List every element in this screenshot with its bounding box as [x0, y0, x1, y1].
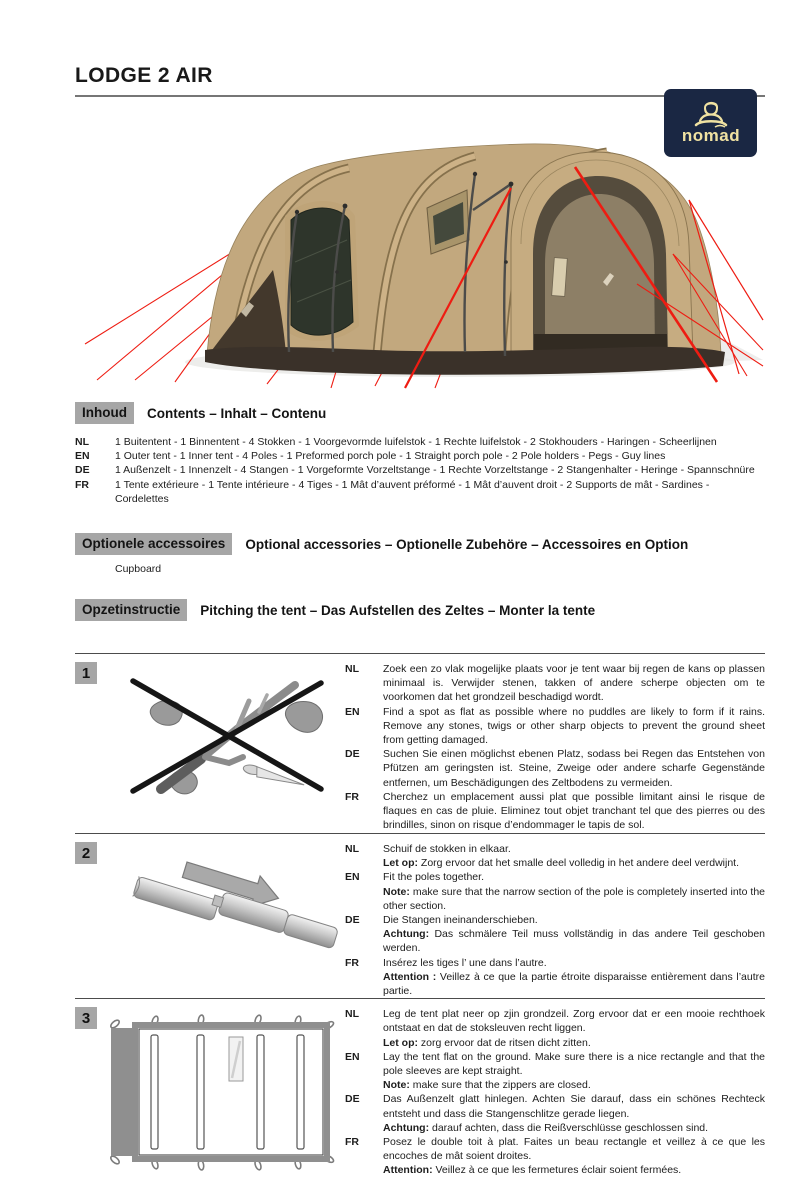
accessories-heading: Optional accessories – Optionelle Zubehöre – Accessoires en Option [245, 536, 689, 552]
step-text: Posez le double toit à plat. Faites un beau rectangle et veillez à ce que les encoches de mât soient droites. [383, 1136, 765, 1163]
lang-label: DE [345, 1093, 360, 1106]
nomad-logo [664, 89, 757, 157]
contents-text: 1 Außenzelt - 1 Innenzelt - 4 Stangen - 1 Vorgeformte Vorzeltstange - 1 Rechte Vorzeltstange - 2 Stangenhalter - Heringe - Spannschnüre [115, 464, 755, 477]
contents-section [75, 402, 765, 506]
lang-label: EN [75, 450, 90, 463]
lang-label: NL [75, 436, 89, 448]
nomad-logo-icon [671, 94, 751, 152]
step-text-row [345, 913, 765, 956]
instructions-section [75, 599, 765, 621]
step-text-row [345, 1092, 765, 1135]
step-text: Zoek een zo vlak mogelijke plaats voor je tent waar bij regen de kans op plassen minimaal is. Verwijder stenen, takken of andere scherpe objecten om te voorkomen dat het grondzeil beschadigd wordt. [383, 663, 765, 704]
lang-label: DE [345, 914, 360, 927]
zipper-panel [229, 1037, 243, 1081]
step-text-row [345, 662, 765, 705]
step-note: Let op: Zorg ervoor dat het smalle deel volledig in het andere deel verdwijnt. [383, 857, 740, 870]
lang-label: FR [345, 956, 359, 969]
step-text-row [345, 705, 765, 748]
header-rule [75, 95, 765, 97]
step-number: 1 [75, 662, 97, 684]
step-text-row [345, 790, 765, 833]
step-note: Achtung: darauf achten, dass die Reißverschlüsse geschlossen sind. [383, 1121, 709, 1134]
accessories-label-nl: Optionele accessoires [75, 533, 232, 555]
lang-label: FR [345, 790, 359, 803]
step-text: Insérez les tiges l’ une dans l’autre. [383, 956, 547, 969]
manual-page [0, 64, 802, 1187]
step-note: Attention : Veillez à ce que la partie étroite disparaisse entièrement dans l’autre partie. [383, 970, 765, 998]
step-number: 3 [75, 1007, 97, 1029]
lang-label: EN [345, 705, 360, 718]
contents-text: 1 Outer tent - 1 Inner tent - 4 Poles - 1 Preformed porch pole - 1 Straight porch pole - 2 Pole holders - Pegs - Guy lines [115, 450, 666, 463]
step-text-row [345, 747, 765, 790]
lang-label: NL [345, 843, 359, 856]
contents-row [75, 478, 765, 506]
step-1 [75, 653, 765, 833]
step-text: Leg de tent plat neer op zjin grondzeil. Zorg ervoor dat er een mooie rechthoek ontstaat en dat de stoksleuven recht liggen. [383, 1008, 765, 1035]
step-text: Die Stangen ineinanderschieben. [383, 914, 538, 927]
mesh-door [291, 208, 353, 335]
tent-flat-illustration [93, 1008, 341, 1178]
step-text: Suchen Sie einen möglichst ebenen Platz, sodass bei Regen das Entstehen von Pfützen am geringsten ist. Steine, Zweige oder andere scharfe Gegenstände entfernen, um Beschädigungen des Zeltbodens zu vermeiden. [383, 748, 765, 789]
step-note: Achtung: Das schmälere Teil muss vollständig in das andere Teil geschoben werden. [383, 928, 765, 955]
cross-out-icon [133, 681, 321, 791]
step-text-row [345, 1135, 765, 1178]
step-text-row [345, 842, 765, 870]
step-text-row [345, 1007, 765, 1050]
step-text: Schuif de stokken in elkaar. [383, 843, 511, 856]
step-text-row [345, 1050, 765, 1093]
inner-window [552, 258, 568, 297]
step-note: Let op: zorg ervoor dat de ritsen dicht zitten. [383, 1036, 591, 1049]
step-text: Find a spot as flat as possible where no puddles are likely to form if it rains. Remove any stones, twigs or other sharp objects to prevent the ground sheet from getting damaged. [383, 705, 765, 747]
tent-illustration [75, 112, 765, 388]
contents-heading: Contents – Inhalt – Contenu [146, 405, 327, 421]
instructions-heading: Pitching the tent – Das Aufstellen des Zeltes – Monter la tente [200, 602, 596, 618]
lang-label: FR [75, 478, 89, 491]
step-3 [75, 998, 765, 1184]
fit-poles-illustration [105, 845, 337, 965]
lang-label: EN [345, 871, 360, 884]
no-sharp-objects-illustration [109, 667, 341, 819]
step-text-row [345, 956, 765, 999]
instructions-label-nl: Opzetinstructie [75, 599, 187, 621]
contents-row [75, 463, 765, 477]
step-text-row [345, 870, 765, 913]
step-text: Fit the poles together. [383, 871, 484, 884]
lang-label: EN [345, 1050, 360, 1063]
accessories-section [75, 533, 765, 575]
step-text: Das Außenzelt glatt hinlegen. Achten Sie darauf, dass ein schönes Rechteck entsteht und dass die Stangenschlitze gerade liegen. [383, 1093, 765, 1120]
step-note: Note: make sure that the zippers are closed. [383, 1079, 591, 1092]
lang-label: NL [345, 663, 359, 676]
step-2 [75, 833, 765, 998]
step-note: Note: make sure that the narrow section of the pole is completely inserted into the other section. [383, 885, 765, 912]
contents-label-nl: Inhoud [75, 402, 134, 424]
accessory-item: Cupboard [115, 563, 162, 576]
contents-text: 1 Buitentent - 1 Binnentent - 4 Stokken - 1 Voorgevormde luifelstok - 1 Rechte luifelstok - 2 Stokhouders - Haringen - Scheerlijnen [115, 436, 717, 448]
step-note: Attention: Veillez à ce que les fermetures éclair soient fermées. [383, 1164, 682, 1177]
contents-row [75, 435, 765, 449]
step-text: Cherchez un emplacement aussi plat que possible limitant ainsi le risque de flaques en cas de pluie. Eliminez tout objet tranchant tel que des pierres ou des brindilles, sinon on risque d’endommager le tapis de sol. [383, 790, 765, 832]
lang-label: DE [75, 464, 90, 477]
lang-label: NL [345, 1008, 359, 1021]
contents-text: 1 Tente extérieure - 1 Tente intérieure - 4 Tiges - 1 Mât d’auvent préformé - 1 Mât d’auvent droit - 2 Supports de mât - Sardines - Cordelettes [115, 478, 710, 505]
contents-row [75, 449, 765, 463]
step-text: Lay the tent flat on the ground. Make sure there is a nice rectangle and that the pole sleeves are kept straight. [383, 1050, 765, 1078]
page-title: LODGE 2 AIR [75, 64, 213, 87]
lang-label: FR [345, 1136, 359, 1149]
nomad-wordmark: nomad [681, 126, 740, 145]
lang-label: DE [345, 748, 360, 761]
step-number: 2 [75, 842, 97, 864]
